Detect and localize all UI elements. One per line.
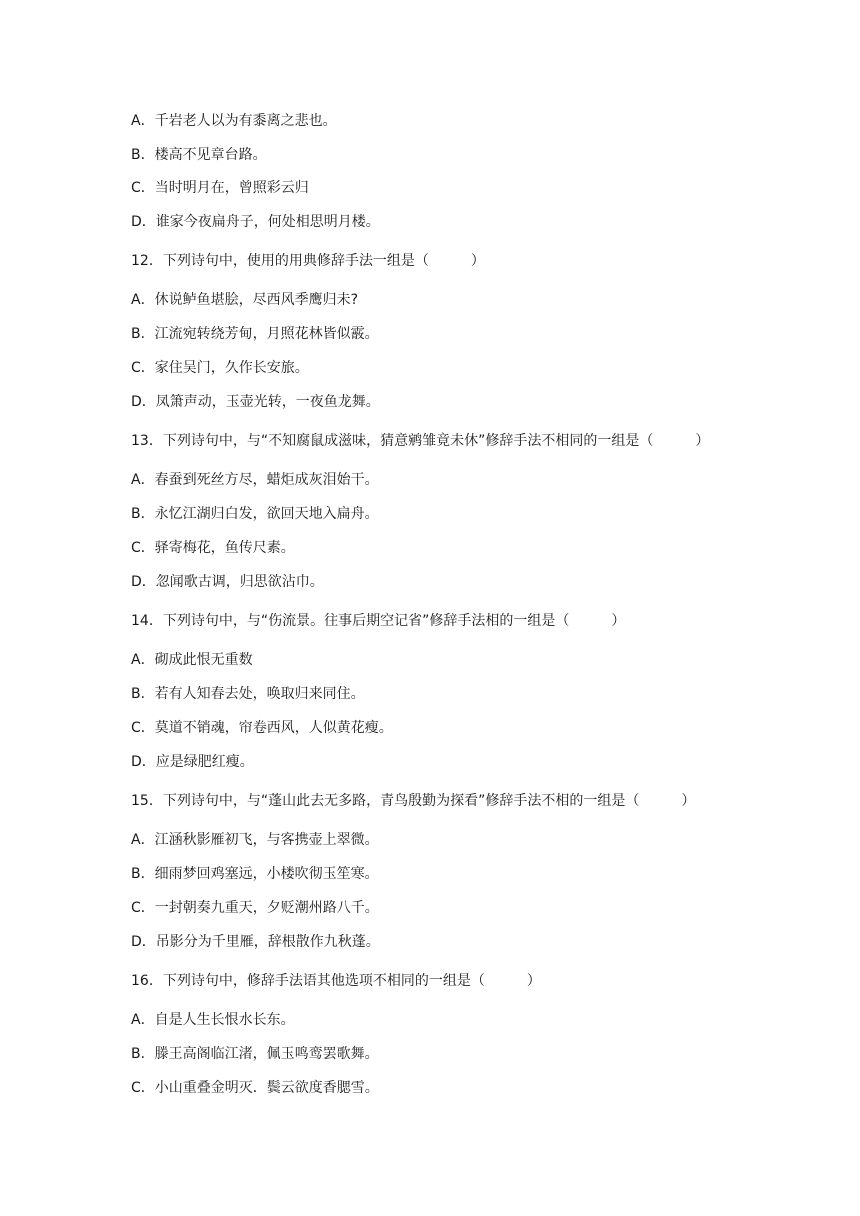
option-d: D．忽闻歌古调，归思欲沾巾。 (131, 574, 324, 590)
question-12: 12．下列诗句中，使用的用典修辞手法一组是（ ） (131, 253, 485, 269)
option-d: D．凤箫声动，玉壶光转，一夜鱼龙舞。 (131, 394, 380, 410)
option-a: A．自是人生长恨水长东。 (131, 1012, 295, 1028)
option-a: A．春蚕到死丝方尽，蜡炬成灰泪始干。 (131, 472, 379, 488)
question-14: 14．下列诗句中，与“伤流景。往事后期空记省”修辞手法相的一组是（ ） (131, 613, 626, 629)
option-a: A．江涵秋影雁初飞，与客携壶上翠微。 (131, 832, 379, 848)
option-b: B．滕王高阁临江渚，佩玉鸣鸾罢歌舞。 (131, 1046, 379, 1062)
question-15: 15．下列诗句中，与“蓬山此去无多路，青鸟殷勤为探看”修辞手法不相的一组是（ ） (131, 793, 696, 809)
option-c: C．莫道不销魂，帘卷西风，人似黄花瘦。 (131, 720, 393, 736)
option-d: D．谁家今夜扁舟子，何处相思明月楼。 (131, 214, 380, 230)
option-b: B．楼高不见章台路。 (131, 147, 267, 163)
option-d: D．吊影分为千里雁，辞根散作九秋蓬。 (131, 934, 380, 950)
option-c: C．一封朝奏九重天，夕贬潮州路八千。 (131, 900, 379, 916)
option-c: C．驿寄梅花，鱼传尺素。 (131, 540, 295, 556)
option-c: C．小山重叠金明灭．鬓云欲度香腮雪。 (131, 1080, 379, 1096)
option-b: B．细雨梦回鸡塞远，小楼吹彻玉笙寒。 (131, 866, 379, 882)
option-a: A．休说鲈鱼堪脍，尽西风季鹰归未? (131, 292, 359, 308)
option-a: A．砌成此恨无重数 (131, 652, 253, 668)
question-16: 16．下列诗句中，修辞手法语其他选项不相同的一组是（ ） (131, 973, 541, 989)
option-b: B．若有人知春去处，唤取归来同住。 (131, 686, 365, 702)
option-b: B．江流宛转绕芳甸，月照花林皆似霰。 (131, 326, 379, 342)
option-c: C．当时明月在，曾照彩云归 (131, 180, 309, 196)
option-a: A．千岩老人以为有黍离之悲也。 (131, 113, 337, 129)
option-d: D．应是绿肥红瘦。 (131, 754, 254, 770)
question-13: 13．下列诗句中，与“不知腐鼠成滋味，猜意鹓雏竟未休”修辞手法不相同的一组是（ ） (131, 433, 710, 449)
option-b: B．永忆江湖归白发，欲回天地入扁舟。 (131, 506, 379, 522)
option-c: C．家住吴门，久作长安旅。 (131, 360, 309, 376)
